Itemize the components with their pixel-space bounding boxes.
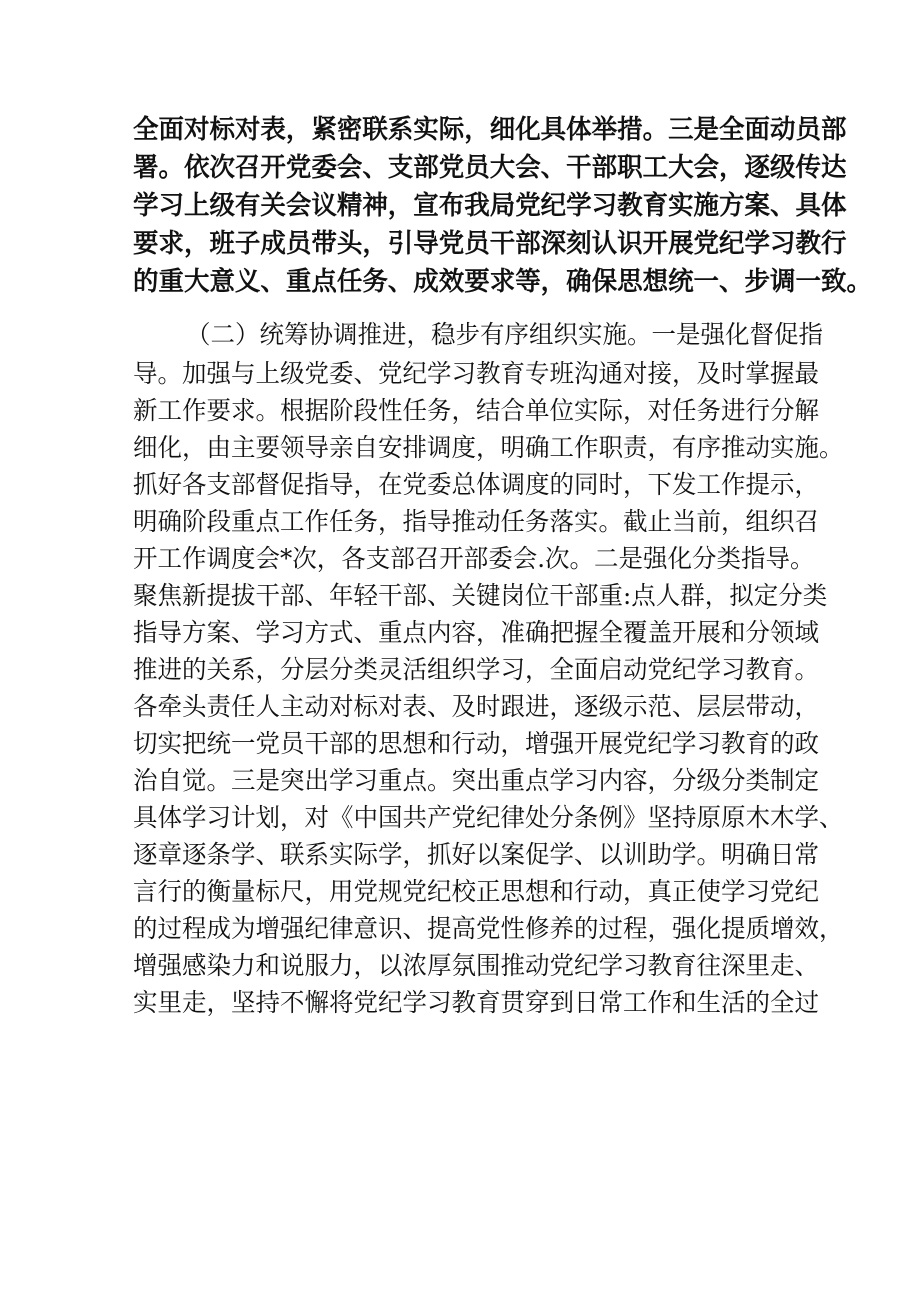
paragraph-2-line: 切实把统一党员干部的思想和行动，增强开展党纪学习教育的政 [133,729,820,758]
paragraph-2-line: 实里走，坚持不懈将党纪学习教育贯穿到日常工作和生活的全过 [133,988,820,1017]
paragraph-1-line: 学习上级有关会议精神，宣布我局党纪学习教育实施方案、具体 [133,191,847,221]
paragraph-2-line: 抓好各支部督促指导，在党委总体调度的同时，下发工作提示， [133,470,820,499]
paragraph-1-line: 署。依次召开党委会、支部党员大会、干部职工大会，逐级传达 [133,153,847,183]
paragraph-2-line: 导。加强与上级党委、党纪学习教育专班沟通对接，及时掌握最 [133,359,820,388]
paragraph-2-line: 细化，由主要领导亲自安排调度，明确工作职责，有序推动实施。 [133,433,844,462]
paragraph-2-line [133,1059,799,1095]
paragraph-2-line: 的过程成为增强纪律意识、提高党性修养的过程，强化提质增效， [133,914,844,943]
paragraph-2-line: 开工作调度会*次，各支部召开部委会.次。二是强化分类指导。 [133,544,815,573]
paragraph-2-line [133,1022,799,1058]
paragraph-2-line: 言行的衡量标尺，用党规党纪校正思想和行动，真正使学习党纪 [133,877,820,906]
paragraph-2-line: 各牵头责任人主动对标对表、及时跟进，逐级示范、层层带动， [133,692,820,721]
paragraph-2-heading-line: （二）统筹协调推进，稳步有序组织实施。一是强化督促指 [186,320,824,349]
paragraph-2-line: 逐章逐条学、联系实际学，抓好以案促学、以训助学。明确日常 [133,840,820,869]
paragraph-2-line: 具体学习计划，对《中国共产党纪律处分条例》坚持原原木木学、 [133,803,844,832]
paragraph-1-line: 要求，班子成员带头，引导党员干部深刻认识开展党纪学习教行 [133,229,847,259]
paragraph-1-line: 的重大意义、重点任务、成效要求等，确保思想统一、步调一致。 [133,267,872,297]
paragraph-2-line: 明确阶段重点工作任务，指导推动任务落实。截止当前，组织召 [133,507,820,536]
paragraph-2-line: 治自觉。三是突出学习重点。突出重点学习内容，分级分类制定 [133,766,820,795]
paragraph-2-line: 新工作要求。根据阶段性任务，结合单位实际，对任务进行分解 [133,396,820,425]
paragraph-2-line: 聚焦新提拔干部、年轻干部、关键岗位干部重:点人群，拟定分类 [133,581,828,610]
paragraph-2-line: 指导方案、学习方式、重点内容，准确把握全覆盖开展和分领域 [133,618,820,647]
paragraph-2-line: 增强感染力和说服力，以浓厚氛围推动党纪学习教育往深里走、 [133,951,820,980]
paragraph-2-line: 推进的关系，分层分类灵活组织学习，全面启动党纪学习教育。 [133,655,820,684]
paragraph-1-line: 全面对标对表，紧密联系实际，细化具体举措。三是全面动员部 [133,115,847,145]
paragraph-2-line [133,1133,799,1169]
paragraph-2-line [133,1096,799,1132]
